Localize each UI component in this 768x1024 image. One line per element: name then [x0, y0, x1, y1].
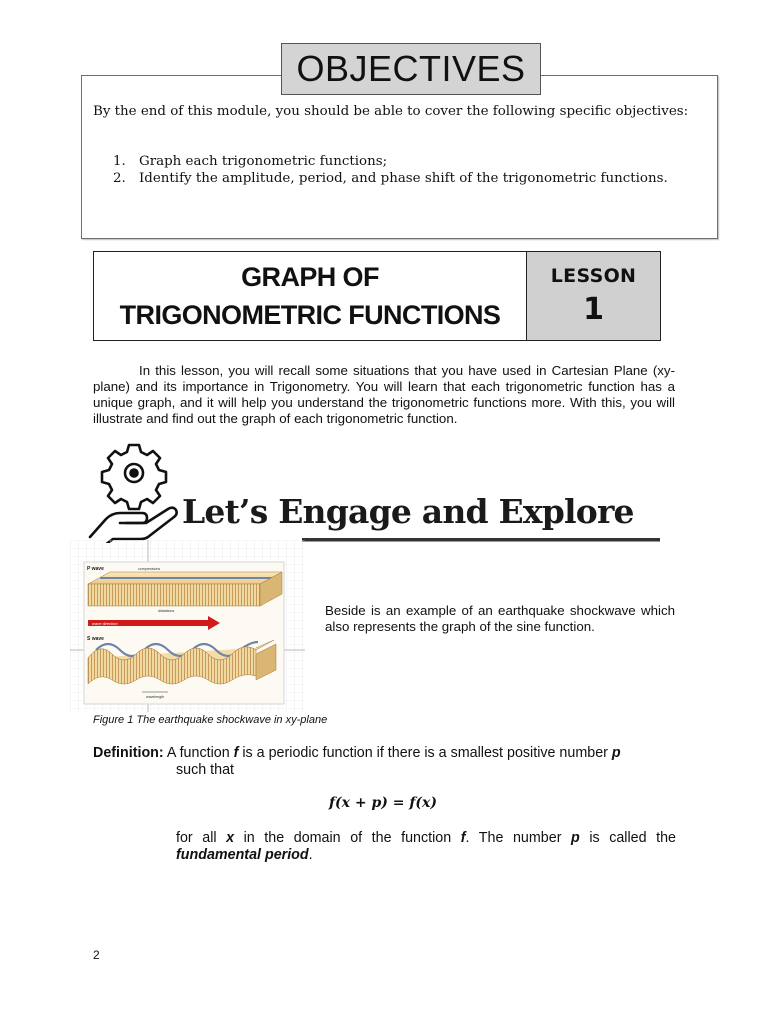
objective-item — [113, 153, 703, 170]
definition-label: Definition: — [93, 745, 164, 761]
engage-underline — [302, 538, 660, 541]
fundamental-period-term: fundamental period — [176, 847, 309, 863]
definition-line — [93, 745, 677, 762]
earthquake-shockwave-figure — [70, 540, 305, 712]
wave-direction-label: wave direction — [92, 621, 118, 626]
definition-text: . The number — [465, 830, 572, 846]
definition-var-f: f — [460, 830, 466, 846]
periodic-formula: f(x + p) = f(x) — [329, 795, 437, 811]
definition-text: A function — [163, 745, 234, 761]
s-wave-label: S wave — [87, 636, 104, 642]
lesson-number-cell — [527, 252, 660, 340]
definition-text: in the domain of the function — [234, 830, 461, 846]
objective-text: Identify the amplitude, period, and phase shift of the trigonometric functions. — [139, 171, 668, 186]
compressions-label: compressions — [138, 567, 161, 571]
definition-var-p: p — [571, 830, 580, 846]
definition-var-x: x — [226, 830, 235, 846]
objectives-title: OBJECTIVES — [281, 43, 541, 95]
objective-number: 1. — [113, 154, 126, 169]
lesson-number: 1 — [583, 292, 604, 327]
definition-var-p: p — [611, 745, 621, 761]
p-wave-label: P wave — [87, 566, 104, 572]
lesson-title-cell — [94, 252, 527, 340]
engage-title: Let’s Engage and Explore — [182, 492, 634, 531]
lesson-label: LESSON — [550, 265, 637, 287]
lesson-header-table — [93, 251, 661, 341]
definition-text: is called the — [579, 830, 676, 846]
intro-paragraph: In this lesson, you will recall some situations that you have used in Cartesian Plane (xy-plane) and its importance in Trigonometry. You will learn that each trigonometric function has a unique graph, and it will help you understand the trigonometric functions more. With this, you will illustrate and find out the graph of each trigonometric function. — [93, 363, 675, 426]
dilatations-label: dilatations — [158, 609, 175, 613]
lesson-title-line2: TRIGONOMETRIC FUNCTIONS — [119, 300, 501, 330]
objective-number: 2. — [113, 171, 126, 186]
objectives-list — [113, 153, 703, 187]
objective-item — [113, 170, 703, 187]
definition-such-that: such that — [176, 762, 235, 778]
definition-var-f: f — [233, 745, 239, 761]
definition-text: is a periodic function if there is a smallest positive number — [238, 745, 612, 761]
wavelength-label: wavelength — [146, 695, 165, 699]
objective-text: Graph each trigonometric functions; — [139, 154, 388, 169]
definition-continuation — [176, 830, 676, 864]
gear-hand-icon — [88, 437, 180, 543]
objectives-intro: By the end of this module, you should be able to cover the following specific objectives: — [93, 104, 689, 119]
lesson-title-line1: GRAPH OF — [241, 262, 379, 292]
definition-text: . — [308, 847, 313, 863]
figure-caption: Figure 1 The earthquake shockwave in xy-plane — [93, 714, 328, 726]
definition-text: for all — [176, 830, 227, 846]
figure-description: Beside is an example of an earthquake shockwave which also represents the graph of the sine function. — [325, 603, 675, 634]
page-number: 2 — [93, 948, 100, 962]
